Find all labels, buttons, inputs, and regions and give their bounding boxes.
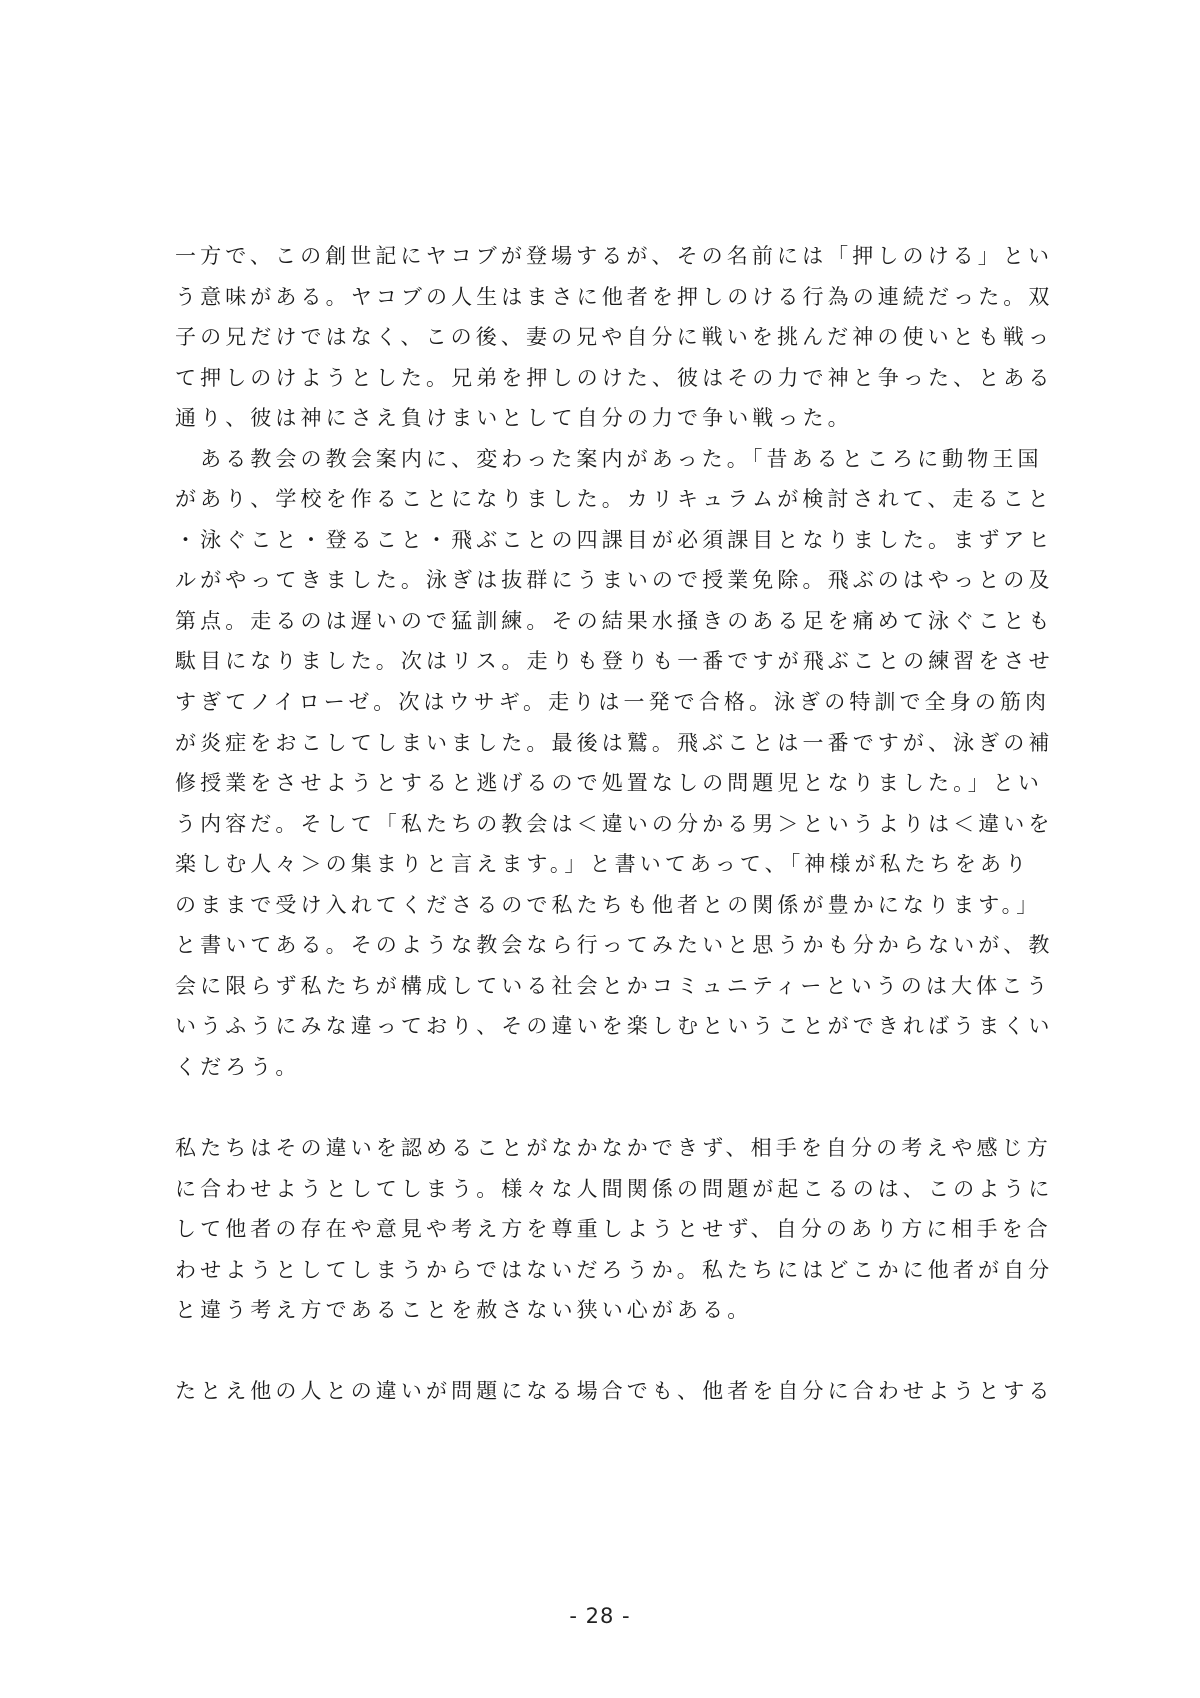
text-line: いうふうにみな違っており、その違いを楽しむということができればうまくい — [175, 1014, 1054, 1039]
text-line: して他者の存在や意見や考え方を尊重しようとせず、自分のあり方に相手を合 — [175, 1217, 1052, 1242]
blank-line — [175, 1331, 1045, 1372]
text-line: くだろう。 — [175, 1054, 301, 1079]
text-line: 通り、彼は神にさえ負けまいとして自分の力で争い戦った。 — [175, 406, 853, 431]
text-line: 会に限らず私たちが構成している社会とかコミュニティーというのは大体こう — [175, 973, 1052, 998]
text-line: が炎症をおこしてしまいました。最後は鷲。飛ぶことは一番ですが、泳ぎの補 — [175, 730, 1054, 755]
text-line: と書いてある。そのような教会なら行ってみたいと思うかも分からないが、教 — [175, 933, 1054, 958]
text-line: う意味がある。ヤコブの人生はまさに他者を押しのける行為の連続だった。双 — [175, 284, 1054, 309]
text-line: があり、学校を作ることになりました。カリキュラムが検討されて、走ること — [175, 487, 1053, 512]
text-line: 修授業をさせようとすると逃げるので処置なしの問題児となりました。」とい — [175, 771, 1043, 796]
text-line: ある教会の教会案内に、変わった案内があった。「昔あるところに動物王国 — [175, 446, 1043, 471]
text-line: と違う考え方であることを赦さない狭い心がある。 — [175, 1298, 753, 1323]
text-line: のままで受け入れてくださるので私たちも他者との関係が豊かになります。」 — [175, 892, 1042, 917]
text-line: に合わせようとしてしまう。様々な人間関係の問題が起こるのは、このように — [175, 1176, 1054, 1201]
text-line: 子の兄だけではなく、この後、妻の兄や自分に戦いを挑んだ神の使いとも戦っ — [175, 325, 1054, 350]
page-number: - 28 - — [569, 1604, 631, 1628]
text-line: て押しのけようとした。兄弟を押しのけた、彼はその力で神と争った、とある — [175, 365, 1054, 390]
text-line: 私たちはその違いを認めることがなかなかできず、相手を自分の考えや感じ方 — [175, 1136, 1052, 1161]
text-line: すぎてノイローゼ。次はウサギ。走りは一発で合格。泳ぎの特訓で全身の筋肉 — [175, 690, 1051, 715]
text-line: 楽しむ人々＞の集まりと言えます。」と書いてあって、「神様が私たちをあり — [175, 852, 1031, 877]
text-line: わせようとしてしまうからではないだろうか。私たちにはどこかに他者が自分 — [175, 1257, 1054, 1282]
text-line: 第点。走るのは遅いので猛訓練。その結果水掻きのある足を痛めて泳ぐことも — [175, 608, 1054, 633]
text-line: 駄目になりました。次はリス。走りも登りも一番ですが飛ぶことの練習をさせ — [175, 649, 1054, 674]
text-line: 一方で、この創世記にヤコブが登場するが、その名前には「押しのける」とい — [175, 244, 1054, 268]
body-text — [175, 236, 1054, 1412]
blank-line — [175, 1087, 1045, 1128]
text-line: ルがやってきました。泳ぎは抜群にうまいので授業免除。飛ぶのはやっとの及 — [175, 568, 1054, 593]
text-line: ・泳ぐこと・登ること・飛ぶことの四課目が必須課目となりました。まずアヒ — [175, 527, 1054, 552]
text-line: う内容だ。そして「私たちの教会は＜違いの分かる男＞というよりは＜違いを — [175, 811, 1054, 836]
text-line: たとえ他の人との違いが問題になる場合でも、他者を自分に合わせようとする — [175, 1379, 1054, 1404]
